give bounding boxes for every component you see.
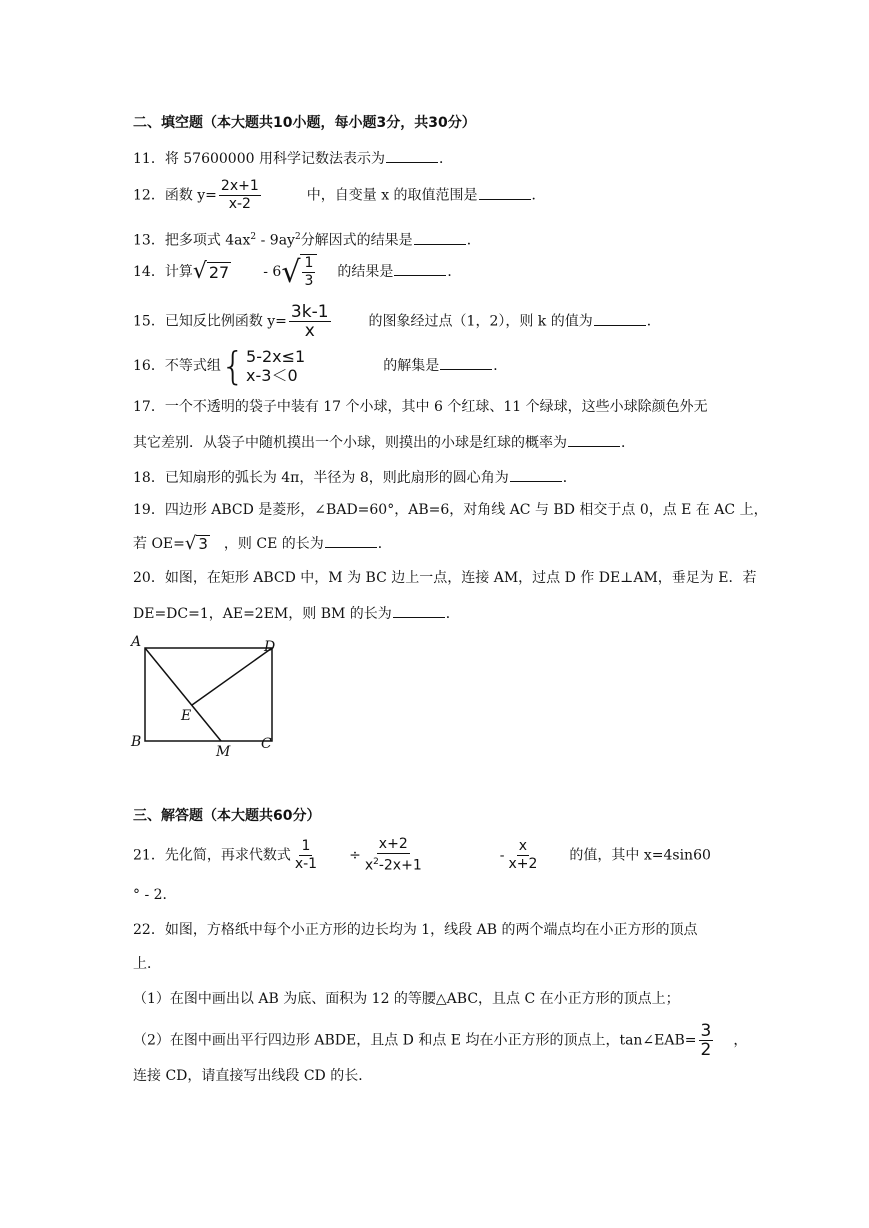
question-18: 18．已知扇形的弧长为 4π，半径为 8，则此扇形的圆心角为 ． bbox=[133, 467, 577, 487]
answer-blank bbox=[414, 230, 466, 245]
answer-blank bbox=[393, 603, 445, 618]
fraction: $\frac{3}{2}$ bbox=[700, 1021, 712, 1060]
rectangle-figure bbox=[126, 632, 286, 760]
label-c: C bbox=[261, 736, 272, 752]
radical: √ $\frac{1}{3}$ bbox=[281, 254, 317, 290]
answer-blank bbox=[479, 185, 531, 200]
question-17-line-2: 其它差别．从袋子中随机摸出一个小球，则摸出的小球是红球的概率为 ． bbox=[133, 432, 635, 452]
answer-blank bbox=[594, 311, 646, 326]
fraction: $\frac{x}{x+2}$ bbox=[508, 837, 538, 872]
question-20-line-2: DE=DC=1，AE=2EM，则 BM 的长为 ． bbox=[133, 603, 460, 623]
question-14: 14．计算 √ 27 - 6 √ $\frac{1}{3}$ 的结果是 ． bbox=[133, 255, 462, 290]
fraction: $\frac{1}{x-1}$ bbox=[294, 837, 318, 872]
question-21: 21．先化简，再求代数式 $\frac{1}{x-1}$ ÷ $\frac{x+2}{x^2-2x+1}$ - $\frac{x}{x+2}$ 的值，其中 x=4sin60 bbox=[133, 836, 711, 874]
question-22-line-2: 上． bbox=[133, 956, 161, 972]
q11-text: 11．将 57600000 用科学记数法表示为 bbox=[133, 151, 385, 167]
question-11: 11．将 57600000 用科学记数法表示为 ． bbox=[133, 148, 453, 168]
question-19-line-1: 19．四边形 ABCD 是菱形，∠BAD=60°，AB=6，对角线 AC 与 BD 相交于点 0，点 E 在 AC 上， bbox=[133, 502, 768, 518]
answer-blank bbox=[394, 261, 446, 276]
section-2-title: 二、填空题（本大题共10小题，每小题3分，共30分） bbox=[133, 115, 476, 131]
question-22-line-1: 22．如图，方格纸中每个小正方形的边长均为 1，线段 AB 的两个端点均在小正方形的顶点 bbox=[133, 922, 698, 938]
section-3-title: 三、解答题（本大题共60分） bbox=[133, 808, 321, 824]
question-17-line-1: 17．一个不透明的袋子中装有 17 个小球，其中 6 个红球、11 个绿球，这些小球除颜色外无 bbox=[133, 399, 708, 415]
label-m: M bbox=[216, 744, 231, 760]
radical: √ 27 bbox=[192, 259, 230, 284]
answer-blank bbox=[568, 432, 620, 447]
question-22-part-1: （1）在图中画出以 AB 为底、面积为 12 的等腰△ABC，且点 C 在小正方形的顶点上； bbox=[133, 991, 680, 1007]
fraction: $\frac{x+2}{x^2-2x+1}$ bbox=[364, 836, 422, 874]
label-a: A bbox=[131, 634, 142, 650]
question-12: 12．函数 y= $\frac{2x+1}{x-2}$ 中，自变量 x 的取值范围是 ． bbox=[133, 178, 546, 212]
question-21-line-2: ° - 2． bbox=[133, 887, 177, 903]
question-19-line-2: 若 OE= √ 3 ，则 CE 的长为 ． bbox=[133, 533, 392, 554]
label-d: D bbox=[264, 639, 276, 655]
question-15: 15．已知反比例函数 y= $\frac{3k-1}{x}$ 的图象经过点（1，2），则 k 的值为 ． bbox=[133, 302, 661, 341]
inequality-system: { 5-2x≤1 x-3＜0 bbox=[220, 344, 306, 388]
fraction: $\frac{3k-1}{x}$ bbox=[290, 302, 329, 341]
segment-am bbox=[145, 648, 221, 741]
question-16: 16．不等式组 { 5-2x≤1 x-3＜0 的解集是 ． bbox=[133, 344, 508, 388]
answer-blank bbox=[440, 355, 492, 370]
label-e: E bbox=[181, 708, 192, 724]
question-20-line-1: 20．如图，在矩形 ABCD 中，M 为 BC 边上一点，连接 AM，过点 D 作 DE⊥AM，垂足为 E．若 bbox=[133, 570, 757, 586]
answer-blank bbox=[386, 148, 438, 163]
label-b: B bbox=[131, 734, 142, 750]
answer-blank bbox=[510, 467, 562, 482]
radical: √ 3 bbox=[184, 533, 208, 554]
segment-de bbox=[192, 648, 272, 705]
fraction: $\frac{2x+1}{x-2}$ bbox=[220, 178, 259, 212]
question-22-part-2: （2）在图中画出平行四边形 ABDE，且点 D 和点 E 均在小正方形的顶点上，tan∠EAB= $\frac{3}{2}$ ， bbox=[133, 1021, 748, 1060]
answer-blank bbox=[325, 533, 377, 548]
question-13: 13．把多项式 $4ax^2 - 9ay^2$分解因式的结果是 ． bbox=[133, 228, 481, 250]
question-22-line-5: 连接 CD，请直接写出线段 CD 的长． bbox=[133, 1068, 373, 1084]
